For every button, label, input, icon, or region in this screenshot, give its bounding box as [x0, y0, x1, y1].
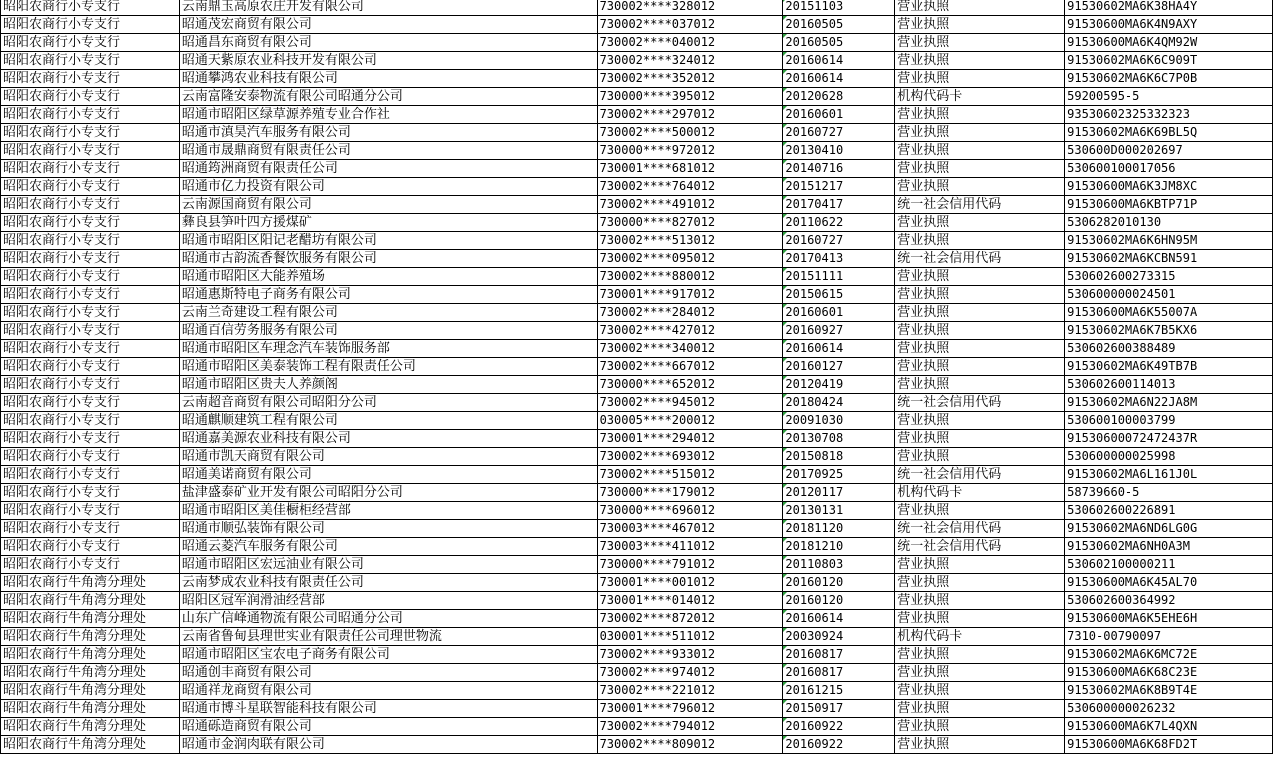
- branch-cell[interactable]: 昭阳农商行小专支行: [1, 286, 180, 304]
- document-type-cell[interactable]: 营业执照: [895, 718, 1065, 736]
- branch-cell[interactable]: 昭阳农商行小专支行: [1, 340, 180, 358]
- credit-code-cell[interactable]: 530602600226891: [1065, 502, 1273, 520]
- account-number-cell[interactable]: 730003****467012: [597, 520, 783, 538]
- account-number-cell[interactable]: 730002****513012: [597, 232, 783, 250]
- account-number-cell[interactable]: 730002****340012: [597, 340, 783, 358]
- document-type-cell[interactable]: 营业执照: [895, 358, 1065, 376]
- credit-code-cell[interactable]: 530602600273315: [1065, 268, 1273, 286]
- branch-cell[interactable]: 昭阳农商行小专支行: [1, 520, 180, 538]
- credit-code-cell[interactable]: 59200595-5: [1065, 88, 1273, 106]
- open-date-cell[interactable]: 20160922: [783, 718, 895, 736]
- company-name-cell[interactable]: 云南富隆安泰物流有限公司昭通分公司: [179, 88, 597, 106]
- company-name-cell[interactable]: 昭通市昭阳区宝农电子商务有限公司: [179, 646, 597, 664]
- account-number-cell[interactable]: 730000****972012: [597, 142, 783, 160]
- branch-cell[interactable]: 昭阳农商行牛角湾分理处: [1, 628, 180, 646]
- branch-cell[interactable]: 昭阳农商行小专支行: [1, 52, 180, 70]
- table-row: [1, 736, 1273, 754]
- document-type-cell[interactable]: 营业执照: [895, 286, 1065, 304]
- credit-code-cell[interactable]: 91530602MA6K69BL5Q: [1065, 124, 1273, 142]
- open-date-cell[interactable]: 20170417: [783, 196, 895, 214]
- open-date-cell[interactable]: 20160817: [783, 646, 895, 664]
- table-row: [1, 682, 1273, 700]
- account-number-cell[interactable]: 730002****297012: [597, 106, 783, 124]
- document-type-cell[interactable]: 统一社会信用代码: [895, 394, 1065, 412]
- table-row: [1, 232, 1273, 250]
- table-row: [1, 718, 1273, 736]
- document-type-cell[interactable]: 营业执照: [895, 556, 1065, 574]
- document-type-cell[interactable]: 营业执照: [895, 412, 1065, 430]
- company-name-cell[interactable]: 昭通市昭阳区宏远油业有限公司: [179, 556, 597, 574]
- branch-cell[interactable]: 昭阳农商行小专支行: [1, 466, 180, 484]
- open-date-cell[interactable]: 20150917: [783, 700, 895, 718]
- branch-cell[interactable]: 昭阳农商行牛角湾分理处: [1, 574, 180, 592]
- document-type-cell[interactable]: 营业执照: [895, 592, 1065, 610]
- branch-cell[interactable]: 昭阳农商行小专支行: [1, 358, 180, 376]
- document-type-cell[interactable]: 营业执照: [895, 736, 1065, 754]
- company-name-cell[interactable]: 昭通市昭阳区美佳橱柜经营部: [179, 502, 597, 520]
- company-name-cell[interactable]: 昭通美诺商贸有限公司: [179, 466, 597, 484]
- open-date-cell[interactable]: 20150818: [783, 448, 895, 466]
- document-type-cell[interactable]: 营业执照: [895, 268, 1065, 286]
- open-date-cell[interactable]: 20120117: [783, 484, 895, 502]
- credit-code-cell[interactable]: 91530602MA6K8B9T4E: [1065, 682, 1273, 700]
- account-number-cell[interactable]: 730002****974012: [597, 664, 783, 682]
- document-type-cell[interactable]: 机构代码卡: [895, 88, 1065, 106]
- table-row: [1, 592, 1273, 610]
- document-type-cell[interactable]: 统一社会信用代码: [895, 520, 1065, 538]
- branch-cell[interactable]: 昭阳农商行小专支行: [1, 34, 180, 52]
- table-row: [1, 322, 1273, 340]
- open-date-cell[interactable]: 20030924: [783, 628, 895, 646]
- company-name-cell[interactable]: 云南兰奇建设工程有限公司: [179, 304, 597, 322]
- company-name-cell[interactable]: 昭通祥龙商贸有限公司: [179, 682, 597, 700]
- open-date-cell[interactable]: 20160505: [783, 16, 895, 34]
- credit-code-cell[interactable]: 91530600MA6K68C23E: [1065, 664, 1273, 682]
- open-date-cell[interactable]: 20160601: [783, 304, 895, 322]
- credit-code-cell[interactable]: 530600D000202697: [1065, 142, 1273, 160]
- open-date-cell[interactable]: 20160614: [783, 340, 895, 358]
- document-type-cell[interactable]: 营业执照: [895, 16, 1065, 34]
- open-date-cell[interactable]: 20160614: [783, 610, 895, 628]
- account-number-cell[interactable]: 730000****395012: [597, 88, 783, 106]
- credit-code-cell[interactable]: 91530602MA6K6HN95M: [1065, 232, 1273, 250]
- company-name-cell[interactable]: 昭通市昭阳区车理念汽车装饰服务部: [179, 340, 597, 358]
- open-date-cell[interactable]: 20130708: [783, 430, 895, 448]
- open-date-cell[interactable]: 20160614: [783, 52, 895, 70]
- branch-cell[interactable]: 昭阳农商行小专支行: [1, 70, 180, 88]
- table-row: [1, 574, 1273, 592]
- company-name-cell[interactable]: 昭通昌东商贸有限公司: [179, 34, 597, 52]
- branch-cell[interactable]: 昭阳农商行小专支行: [1, 538, 180, 556]
- company-name-cell[interactable]: 昭通筠洲商贸有限责任公司: [179, 160, 597, 178]
- table-row: [1, 340, 1273, 358]
- account-number-cell[interactable]: 730000****652012: [597, 376, 783, 394]
- credit-code-cell[interactable]: 91530600MA6K7L4QXN: [1065, 718, 1273, 736]
- open-date-cell[interactable]: 20160614: [783, 70, 895, 88]
- credit-code-cell[interactable]: 91530602MA6N22JA8M: [1065, 394, 1273, 412]
- credit-code-cell[interactable]: 91530600MA6K55007A: [1065, 304, 1273, 322]
- document-type-cell[interactable]: 营业执照: [895, 574, 1065, 592]
- company-name-cell[interactable]: 昭通茂宏商贸有限公司: [179, 16, 597, 34]
- credit-code-cell[interactable]: 530602600364992: [1065, 592, 1273, 610]
- company-name-cell[interactable]: 云南省鲁甸县理世实业有限责任公司理世物流: [179, 628, 597, 646]
- table-row: [1, 700, 1273, 718]
- table-row: [1, 412, 1273, 430]
- document-type-cell[interactable]: 营业执照: [895, 430, 1065, 448]
- table-row: [1, 646, 1273, 664]
- open-date-cell[interactable]: 20170413: [783, 250, 895, 268]
- table-row: [1, 0, 1273, 16]
- branch-cell[interactable]: 昭阳农商行小专支行: [1, 484, 180, 502]
- table-row: [1, 124, 1273, 142]
- table-row: [1, 556, 1273, 574]
- branch-cell[interactable]: 昭阳农商行牛角湾分理处: [1, 718, 180, 736]
- company-name-cell[interactable]: 昭通百信劳务服务有限公司: [179, 322, 597, 340]
- account-number-cell[interactable]: 730000****827012: [597, 214, 783, 232]
- credit-code-cell[interactable]: 91530602MA6K38HA4Y: [1065, 0, 1273, 16]
- branch-cell[interactable]: 昭阳农商行小专支行: [1, 376, 180, 394]
- branch-cell[interactable]: 昭阳农商行牛角湾分理处: [1, 646, 180, 664]
- credit-code-cell[interactable]: 91530600MA6KBTP71P: [1065, 196, 1273, 214]
- branch-cell[interactable]: 昭阳农商行小专支行: [1, 232, 180, 250]
- company-name-cell[interactable]: 昭通惠斯特电子商务有限公司: [179, 286, 597, 304]
- credit-code-cell[interactable]: 91530600MA6K45AL70: [1065, 574, 1273, 592]
- company-name-cell[interactable]: 昭通市顺弘装饰有限公司: [179, 520, 597, 538]
- branch-cell[interactable]: 昭阳农商行牛角湾分理处: [1, 736, 180, 754]
- account-number-cell[interactable]: 730002****037012: [597, 16, 783, 34]
- account-number-cell[interactable]: 730001****796012: [597, 700, 783, 718]
- account-number-cell[interactable]: 730002****491012: [597, 196, 783, 214]
- account-number-cell[interactable]: 730002****809012: [597, 736, 783, 754]
- document-type-cell[interactable]: 统一社会信用代码: [895, 538, 1065, 556]
- table-row: [1, 268, 1273, 286]
- credit-code-cell[interactable]: 91530602MA6K6MC72E: [1065, 646, 1273, 664]
- company-name-cell[interactable]: 昭通嘉美源农业科技有限公司: [179, 430, 597, 448]
- account-number-cell[interactable]: 730001****001012: [597, 574, 783, 592]
- account-number-cell[interactable]: 730002****324012: [597, 52, 783, 70]
- company-name-cell[interactable]: 昭阳区冠军润滑油经营部: [179, 592, 597, 610]
- open-date-cell[interactable]: 20151111: [783, 268, 895, 286]
- credit-code-cell[interactable]: 7310-00790097: [1065, 628, 1273, 646]
- account-number-cell[interactable]: 730002****880012: [597, 268, 783, 286]
- document-type-cell[interactable]: 营业执照: [895, 340, 1065, 358]
- branch-cell[interactable]: 昭阳农商行小专支行: [1, 16, 180, 34]
- branch-cell[interactable]: 昭阳农商行牛角湾分理处: [1, 664, 180, 682]
- credit-code-cell[interactable]: 530600100017056: [1065, 160, 1273, 178]
- branch-cell[interactable]: 昭阳农商行小专支行: [1, 448, 180, 466]
- account-number-cell[interactable]: 730002****515012: [597, 466, 783, 484]
- open-date-cell[interactable]: 20110622: [783, 214, 895, 232]
- company-name-cell[interactable]: 昭通市昭阳区大能养殖场: [179, 268, 597, 286]
- account-number-cell[interactable]: 730003****411012: [597, 538, 783, 556]
- credit-code-cell[interactable]: 91530602MA6K7B5KX6: [1065, 322, 1273, 340]
- table-row: [1, 16, 1273, 34]
- open-date-cell[interactable]: 20160817: [783, 664, 895, 682]
- open-date-cell[interactable]: 20161215: [783, 682, 895, 700]
- table-row: [1, 628, 1273, 646]
- branch-cell[interactable]: 昭阳农商行小专支行: [1, 304, 180, 322]
- document-type-cell[interactable]: 统一社会信用代码: [895, 250, 1065, 268]
- table-row: [1, 142, 1273, 160]
- document-type-cell[interactable]: 营业执照: [895, 448, 1065, 466]
- document-type-cell[interactable]: 营业执照: [895, 124, 1065, 142]
- open-date-cell[interactable]: 20151217: [783, 178, 895, 196]
- company-name-cell[interactable]: 云南梦成农业科技有限责任公司: [179, 574, 597, 592]
- document-type-cell[interactable]: 营业执照: [895, 304, 1065, 322]
- branch-cell[interactable]: 昭阳农商行小专支行: [1, 124, 180, 142]
- company-name-cell[interactable]: 云南鼎玉高原农庄开发有限公司: [179, 0, 597, 16]
- credit-code-cell[interactable]: 58739660-5: [1065, 484, 1273, 502]
- open-date-cell[interactable]: 20130410: [783, 142, 895, 160]
- table-row: [1, 70, 1273, 88]
- company-name-cell[interactable]: 昭通市凯天商贸有限公司: [179, 448, 597, 466]
- branch-cell[interactable]: 昭阳农商行小专支行: [1, 394, 180, 412]
- open-date-cell[interactable]: 20160727: [783, 232, 895, 250]
- table-body: [1, 0, 1273, 754]
- branch-cell[interactable]: 昭阳农商行小专支行: [1, 214, 180, 232]
- table-row: [1, 538, 1273, 556]
- company-name-cell[interactable]: 昭通天紫原农业科技开发有限公司: [179, 52, 597, 70]
- document-type-cell[interactable]: 营业执照: [895, 322, 1065, 340]
- table-row: [1, 88, 1273, 106]
- open-date-cell[interactable]: 20160120: [783, 574, 895, 592]
- credit-code-cell[interactable]: 91530602MA6K6C7P0B: [1065, 70, 1273, 88]
- credit-code-cell[interactable]: 91530600MA6K4N9AXY: [1065, 16, 1273, 34]
- open-date-cell[interactable]: 20160120: [783, 592, 895, 610]
- document-type-cell[interactable]: 营业执照: [895, 664, 1065, 682]
- table-row: [1, 214, 1273, 232]
- company-name-cell[interactable]: 昭通砾造商贸有限公司: [179, 718, 597, 736]
- table-row: [1, 178, 1273, 196]
- document-type-cell[interactable]: 营业执照: [895, 646, 1065, 664]
- document-type-cell[interactable]: 营业执照: [895, 376, 1065, 394]
- document-type-cell[interactable]: 营业执照: [895, 106, 1065, 124]
- document-type-cell[interactable]: 营业执照: [895, 700, 1065, 718]
- account-number-cell[interactable]: 730002****328012: [597, 0, 783, 16]
- branch-cell[interactable]: 昭阳农商行小专支行: [1, 106, 180, 124]
- table-row: [1, 466, 1273, 484]
- open-date-cell[interactable]: 20151103: [783, 0, 895, 16]
- table-row: [1, 286, 1273, 304]
- branch-cell[interactable]: 昭阳农商行小专支行: [1, 250, 180, 268]
- credit-code-cell[interactable]: 91530602MA6NH0A3M: [1065, 538, 1273, 556]
- open-date-cell[interactable]: 20160922: [783, 736, 895, 754]
- credit-code-cell[interactable]: 91530600MA6K5EHE6H: [1065, 610, 1273, 628]
- credit-code-cell[interactable]: 91530600MA6K3JM8XC: [1065, 178, 1273, 196]
- company-name-cell[interactable]: 昭通云菱汽车服务有限公司: [179, 538, 597, 556]
- account-number-cell[interactable]: 730002****933012: [597, 646, 783, 664]
- table-row: [1, 52, 1273, 70]
- table-row: [1, 250, 1273, 268]
- company-name-cell[interactable]: 昭通市古韵流香餐饮服务有限公司: [179, 250, 597, 268]
- company-name-cell[interactable]: 昭通市金润肉联有限公司: [179, 736, 597, 754]
- branch-cell[interactable]: 昭阳农商行小专支行: [1, 196, 180, 214]
- table-row: [1, 304, 1273, 322]
- table-row: [1, 664, 1273, 682]
- account-number-cell[interactable]: 730002****427012: [597, 322, 783, 340]
- account-number-cell[interactable]: 730001****014012: [597, 592, 783, 610]
- open-date-cell[interactable]: 20140716: [783, 160, 895, 178]
- table-row: [1, 394, 1273, 412]
- document-type-cell[interactable]: 营业执照: [895, 0, 1065, 16]
- open-date-cell[interactable]: 20160601: [783, 106, 895, 124]
- table-row: [1, 448, 1273, 466]
- account-number-cell[interactable]: 030001****511012: [597, 628, 783, 646]
- account-number-cell[interactable]: 730000****179012: [597, 484, 783, 502]
- account-number-cell[interactable]: 730001****681012: [597, 160, 783, 178]
- document-type-cell[interactable]: 营业执照: [895, 52, 1065, 70]
- credit-code-cell[interactable]: 91530602MA6KCBN591: [1065, 250, 1273, 268]
- document-type-cell[interactable]: 机构代码卡: [895, 628, 1065, 646]
- account-number-cell[interactable]: 730002****284012: [597, 304, 783, 322]
- table-row: [1, 376, 1273, 394]
- branch-cell[interactable]: 昭阳农商行牛角湾分理处: [1, 610, 180, 628]
- table-row: [1, 484, 1273, 502]
- open-date-cell[interactable]: 20180424: [783, 394, 895, 412]
- account-number-cell[interactable]: 730000****791012: [597, 556, 783, 574]
- credit-code-cell[interactable]: 91530600MA6K68FD2T: [1065, 736, 1273, 754]
- credit-code-cell[interactable]: 91530602MA6K49TB7B: [1065, 358, 1273, 376]
- company-name-cell[interactable]: 昭通攀鸿农业科技有限公司: [179, 70, 597, 88]
- branch-cell[interactable]: 昭阳农商行小专支行: [1, 0, 180, 16]
- open-date-cell[interactable]: 20181120: [783, 520, 895, 538]
- account-number-cell[interactable]: 730002****352012: [597, 70, 783, 88]
- account-number-cell[interactable]: 730001****917012: [597, 286, 783, 304]
- credit-code-cell[interactable]: 530600000025998: [1065, 448, 1273, 466]
- open-date-cell[interactable]: 20170925: [783, 466, 895, 484]
- company-name-cell[interactable]: 昭通市滇昊汽车服务有限公司: [179, 124, 597, 142]
- table-row: [1, 520, 1273, 538]
- branch-cell[interactable]: 昭阳农商行牛角湾分理处: [1, 592, 180, 610]
- company-name-cell[interactable]: 盐津盛泰矿业开发有限公司昭阳分公司: [179, 484, 597, 502]
- open-date-cell[interactable]: 20110803: [783, 556, 895, 574]
- credit-code-cell[interactable]: 530600000026232: [1065, 700, 1273, 718]
- branch-cell[interactable]: 昭阳农商行牛角湾分理处: [1, 700, 180, 718]
- credit-code-cell[interactable]: 530602600114013: [1065, 376, 1273, 394]
- branch-cell[interactable]: 昭阳农商行小专支行: [1, 412, 180, 430]
- company-name-cell[interactable]: 昭通创丰商贸有限公司: [179, 664, 597, 682]
- open-date-cell[interactable]: 20120419: [783, 376, 895, 394]
- account-number-cell[interactable]: 730002****667012: [597, 358, 783, 376]
- company-name-cell[interactable]: 山东广信峰通物流有限公司昭通分公司: [179, 610, 597, 628]
- document-type-cell[interactable]: 营业执照: [895, 502, 1065, 520]
- credit-code-cell[interactable]: 91530602MA6K6C909T: [1065, 52, 1273, 70]
- table-row: [1, 502, 1273, 520]
- credit-code-cell[interactable]: 530602600388489: [1065, 340, 1273, 358]
- company-name-cell[interactable]: 昭通市亿力投资有限公司: [179, 178, 597, 196]
- credit-code-cell[interactable]: 530602100000211: [1065, 556, 1273, 574]
- table-row: [1, 106, 1273, 124]
- account-number-cell[interactable]: 730002****764012: [597, 178, 783, 196]
- credit-code-cell[interactable]: 93530602325332323: [1065, 106, 1273, 124]
- credit-code-cell[interactable]: 91530602MA6ND6LG0G: [1065, 520, 1273, 538]
- open-date-cell[interactable]: 20160927: [783, 322, 895, 340]
- account-number-cell[interactable]: 030005****200012: [597, 412, 783, 430]
- table-row: [1, 34, 1273, 52]
- branch-cell[interactable]: 昭阳农商行小专支行: [1, 142, 180, 160]
- branch-cell[interactable]: 昭阳农商行小专支行: [1, 322, 180, 340]
- credit-code-cell[interactable]: 530600100003799: [1065, 412, 1273, 430]
- branch-cell[interactable]: 昭阳农商行小专支行: [1, 178, 180, 196]
- credit-code-cell[interactable]: 91530600072472437R: [1065, 430, 1273, 448]
- company-name-cell[interactable]: 彝良县笋叶四方援煤矿: [179, 214, 597, 232]
- account-number-cell[interactable]: 730002****040012: [597, 34, 783, 52]
- account-number-cell[interactable]: 730001****294012: [597, 430, 783, 448]
- company-name-cell[interactable]: 昭通市博斗星联智能科技有限公司: [179, 700, 597, 718]
- credit-code-cell[interactable]: 91530600MA6K4QM92W: [1065, 34, 1273, 52]
- document-type-cell[interactable]: 统一社会信用代码: [895, 466, 1065, 484]
- table-row: [1, 196, 1273, 214]
- open-date-cell[interactable]: 20130131: [783, 502, 895, 520]
- open-date-cell[interactable]: 20120628: [783, 88, 895, 106]
- account-number-cell[interactable]: 730002****500012: [597, 124, 783, 142]
- account-number-cell[interactable]: 730002****872012: [597, 610, 783, 628]
- account-number-cell[interactable]: 730002****794012: [597, 718, 783, 736]
- branch-cell[interactable]: 昭阳农商行小专支行: [1, 160, 180, 178]
- branch-cell[interactable]: 昭阳农商行小专支行: [1, 88, 180, 106]
- document-type-cell[interactable]: 营业执照: [895, 610, 1065, 628]
- table-row: [1, 160, 1273, 178]
- company-name-cell[interactable]: 云南超音商贸有限公司昭阳分公司: [179, 394, 597, 412]
- company-name-cell[interactable]: 云南源国商贸有限公司: [179, 196, 597, 214]
- branch-cell[interactable]: 昭阳农商行小专支行: [1, 430, 180, 448]
- company-name-cell[interactable]: 昭通麒顺建筑工程有限公司: [179, 412, 597, 430]
- document-type-cell[interactable]: 营业执照: [895, 34, 1065, 52]
- branch-cell[interactable]: 昭阳农商行小专支行: [1, 268, 180, 286]
- company-name-cell[interactable]: 昭通市昭阳区阳记老醋坊有限公司: [179, 232, 597, 250]
- document-type-cell[interactable]: 统一社会信用代码: [895, 196, 1065, 214]
- document-type-cell[interactable]: 营业执照: [895, 232, 1065, 250]
- open-date-cell[interactable]: 20160505: [783, 34, 895, 52]
- company-name-cell[interactable]: 昭通市昭阳区美泰装饰工程有限责任公司: [179, 358, 597, 376]
- open-date-cell[interactable]: 20160727: [783, 124, 895, 142]
- document-type-cell[interactable]: 营业执照: [895, 214, 1065, 232]
- document-type-cell[interactable]: 营业执照: [895, 160, 1065, 178]
- account-number-cell[interactable]: 730002****945012: [597, 394, 783, 412]
- branch-cell[interactable]: 昭阳农商行小专支行: [1, 502, 180, 520]
- company-name-cell[interactable]: 昭通市昭阳区贵夫人养颜阁: [179, 376, 597, 394]
- table-row: [1, 430, 1273, 448]
- credit-code-cell[interactable]: 530600000024501: [1065, 286, 1273, 304]
- company-name-cell[interactable]: 昭通市晟鼎商贸有限责任公司: [179, 142, 597, 160]
- document-type-cell[interactable]: 营业执照: [895, 70, 1065, 88]
- branch-cell[interactable]: 昭阳农商行小专支行: [1, 556, 180, 574]
- credit-code-cell[interactable]: 91530602MA6L161J0L: [1065, 466, 1273, 484]
- open-date-cell[interactable]: 20150615: [783, 286, 895, 304]
- document-type-cell[interactable]: 机构代码卡: [895, 484, 1065, 502]
- table-row: [1, 610, 1273, 628]
- open-date-cell[interactable]: 20181210: [783, 538, 895, 556]
- account-number-cell[interactable]: 730000****696012: [597, 502, 783, 520]
- branch-cell[interactable]: 昭阳农商行牛角湾分理处: [1, 682, 180, 700]
- document-type-cell[interactable]: 营业执照: [895, 142, 1065, 160]
- account-number-cell[interactable]: 730002****095012: [597, 250, 783, 268]
- document-type-cell[interactable]: 营业执照: [895, 682, 1065, 700]
- account-number-cell[interactable]: 730002****693012: [597, 448, 783, 466]
- account-number-cell[interactable]: 730002****221012: [597, 682, 783, 700]
- document-type-cell[interactable]: 营业执照: [895, 178, 1065, 196]
- open-date-cell[interactable]: 20091030: [783, 412, 895, 430]
- credit-code-cell[interactable]: 5306282010130: [1065, 214, 1273, 232]
- table-row: [1, 358, 1273, 376]
- company-name-cell[interactable]: 昭通市昭阳区绿草源养殖专业合作社: [179, 106, 597, 124]
- open-date-cell[interactable]: 20160127: [783, 358, 895, 376]
